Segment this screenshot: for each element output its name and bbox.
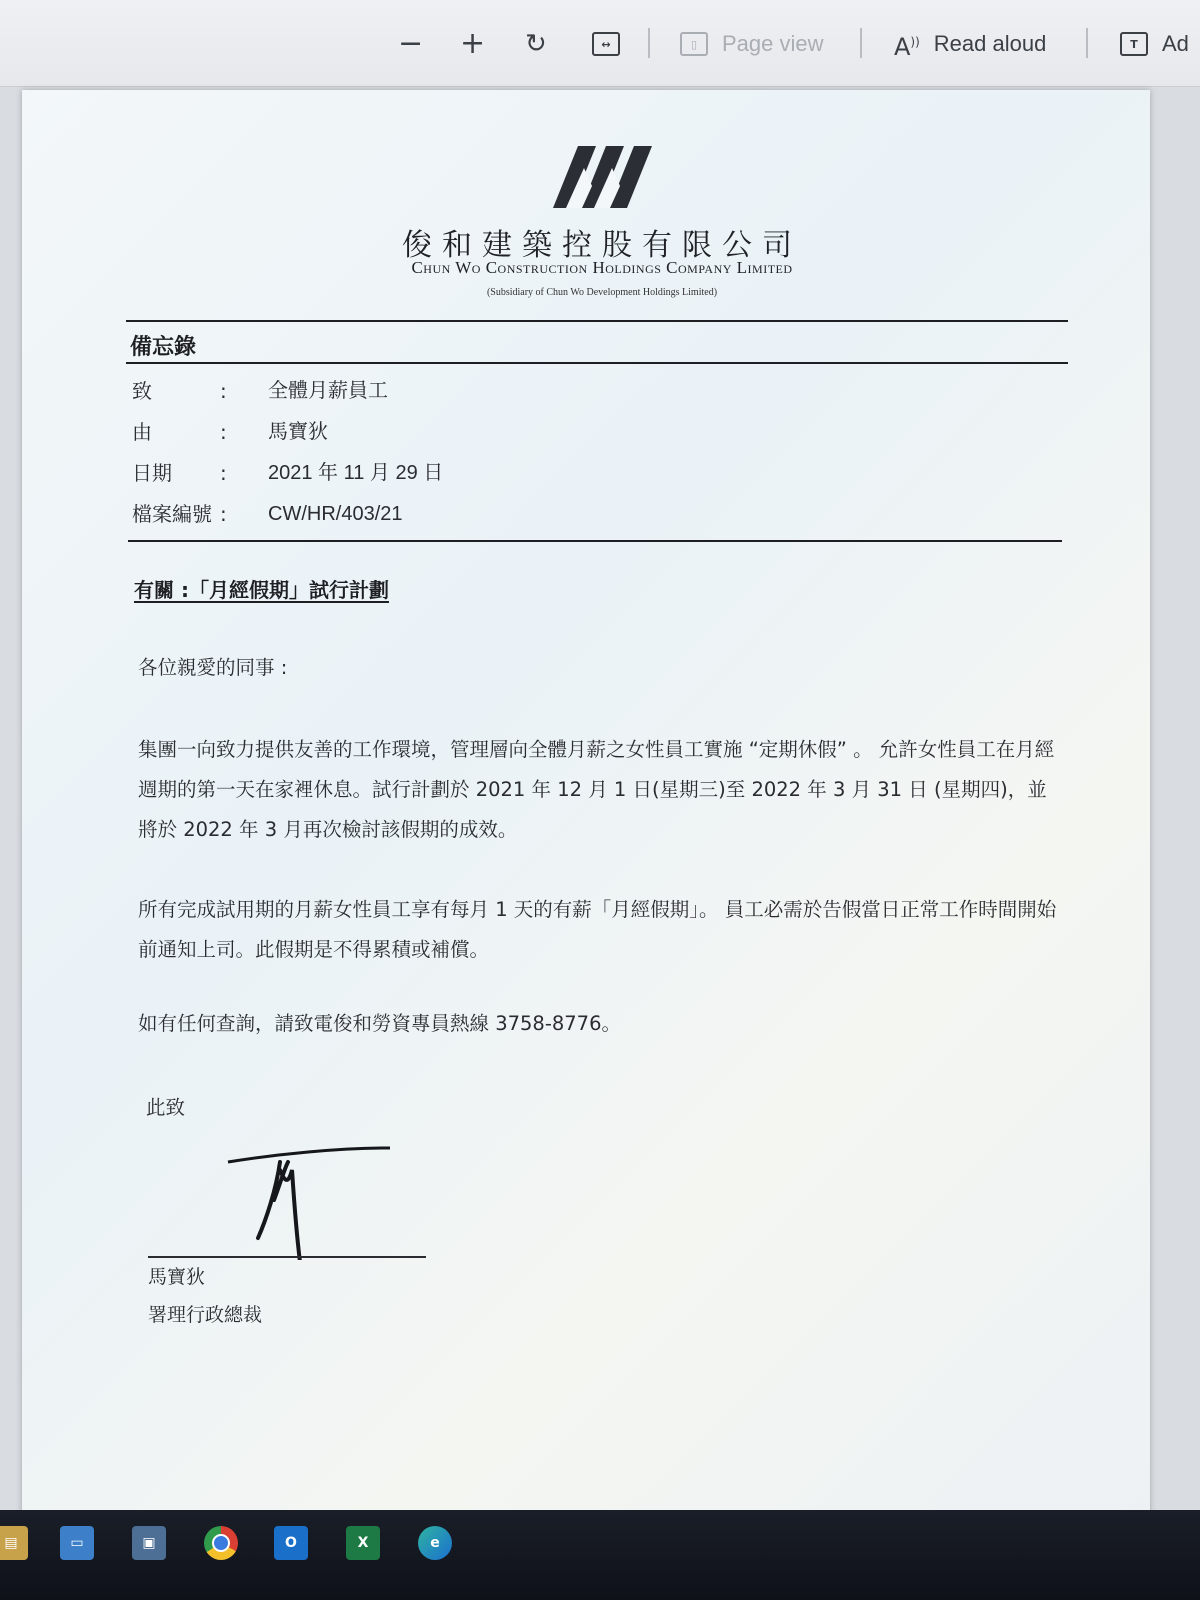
- colon: :: [220, 379, 227, 403]
- divider: [126, 362, 1068, 364]
- colon: :: [220, 420, 227, 444]
- add-text-button[interactable]: [1120, 22, 1189, 66]
- edge-icon[interactable]: e: [418, 1526, 452, 1560]
- to-value: 全體月薪員工: [268, 380, 388, 402]
- company-name-chinese: 俊和建築控股有限公司: [402, 228, 802, 263]
- pdf-toolbar: [0, 0, 1200, 87]
- greeting: 各位親愛的同事 :: [138, 656, 288, 679]
- add-text-label: Ad: [1162, 31, 1189, 56]
- signer-name: 馬寶狄: [148, 1266, 206, 1288]
- page-view-label: Page view: [722, 31, 824, 56]
- colon: :: [220, 502, 227, 526]
- zoom-out-button[interactable]: [398, 22, 423, 66]
- ref-label: 檔案編號: [132, 502, 212, 526]
- text-box-icon: T: [1120, 32, 1148, 56]
- excel-icon[interactable]: X: [346, 1526, 380, 1560]
- handwritten-signature: [218, 1140, 398, 1260]
- windows-taskbar: [0, 1510, 1200, 1600]
- body-paragraph-3: 如有任何查詢，請致電俊和勞資專員熱線 3758-8776。: [138, 1012, 621, 1035]
- fit-width-icon: ↔: [592, 32, 620, 56]
- read-aloud-icon: A)): [894, 32, 920, 61]
- toolbar-divider: [860, 28, 862, 58]
- closing: 此致: [146, 1096, 186, 1119]
- read-aloud-label: Read aloud: [933, 31, 1047, 56]
- file-explorer-icon[interactable]: ▤: [0, 1526, 28, 1560]
- divider: [126, 320, 1068, 322]
- toolbar-divider: [648, 28, 650, 58]
- subsidiary-note: (Subsidiary of Chun Wo Development Holdings Limited): [486, 287, 718, 298]
- company-name-english: Chun Wo Construction Holdings Company Limited: [411, 258, 793, 277]
- plus-icon: +: [460, 26, 486, 61]
- company-logo: [548, 138, 658, 216]
- memo-subject: 有關 :「月經假期」試行計劃: [134, 578, 389, 602]
- computer-icon[interactable]: ▣: [132, 1526, 166, 1560]
- colon: :: [220, 461, 227, 485]
- memo-title: 備忘錄: [130, 334, 197, 360]
- from-value: 馬寶狄: [268, 421, 328, 443]
- divider: [128, 540, 1062, 542]
- date-value: 2021 年 11 月 29 日: [268, 462, 444, 484]
- minus-icon: −: [398, 26, 424, 61]
- computer-icon[interactable]: ▭: [60, 1526, 94, 1560]
- page-view-icon: ▯: [680, 32, 708, 56]
- rotate-button[interactable]: [525, 22, 547, 66]
- toolbar-divider: [1086, 28, 1088, 58]
- from-label: 由: [132, 420, 152, 444]
- body-paragraph-2: 所有完成試用期的月薪女性員工享有每月 1 天的有薪「月經假期」。 員工必需於告假當日正常工作時間開始前通知上司。此假期是不得累積或補償。: [138, 898, 1057, 961]
- chrome-icon[interactable]: [204, 1526, 238, 1560]
- body-paragraph-1: 集團一向致力提供友善的工作環境，管理層向全體月薪之女性員工實施 “定期休假” 。 允許女性員工在月經週期的第一天在家裡休息。試行計劃於 2021 年 12 月 1 日(星期三)至 2022 年 3 月 31 日 (星期四)，並將於 2022 年 3 月再次檢討該假期的成效。: [138, 738, 1055, 841]
- rotate-icon: ↻: [525, 29, 547, 59]
- document-page: [22, 90, 1150, 1530]
- fit-width-button[interactable]: [592, 22, 620, 66]
- ref-value: CW/HR/403/21: [268, 503, 403, 525]
- signer-title: 署理行政總裁: [148, 1304, 263, 1326]
- signature-line: [148, 1256, 426, 1258]
- to-label: 致: [132, 379, 152, 403]
- outlook-icon[interactable]: O: [274, 1526, 308, 1560]
- read-aloud-button[interactable]: [894, 22, 1046, 66]
- zoom-in-button[interactable]: [460, 22, 485, 66]
- date-label: 日期: [132, 461, 172, 485]
- page-view-button[interactable]: [680, 22, 824, 66]
